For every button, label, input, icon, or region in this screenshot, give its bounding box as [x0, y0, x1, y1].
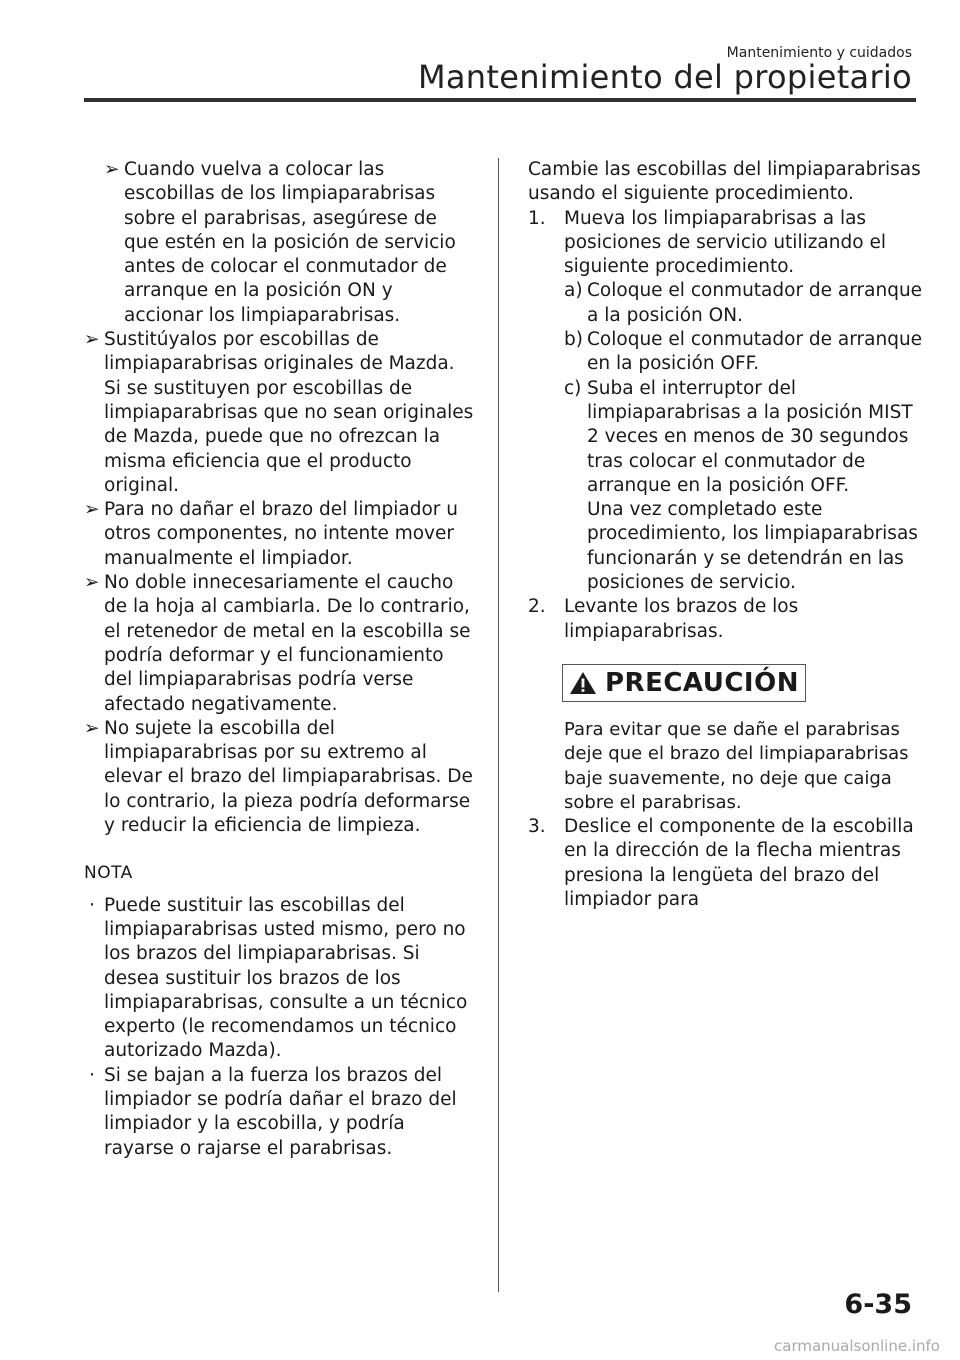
step-text: Deslice el componente de la escobilla en la dirección de la flecha mientras presiona la lengüeta del brazo del limpiador para: [564, 816, 914, 911]
arrow-bullet-icon: ➢: [84, 499, 100, 521]
bullet-text: Sustitúyalos por escobillas de limpiaparabrisas originales de Mazda. Si se sustituyen por escobillas de limpiaparabrisas que no sean originales de Mazda, puede que no ofrezcan la misma eficiencia que el producto original.: [104, 329, 474, 496]
procedure-substep: [528, 328, 928, 377]
bullet-text: Para no dañar el brazo del limpiador u otros componentes, no intente mover manualmente el limpiador.: [104, 499, 458, 569]
step-number: 1.: [528, 207, 546, 229]
nota-item: [84, 894, 476, 1064]
bullet-text: Cuando vuelva a colocar las escobillas de los limpiaparabrisas sobre el parabrisas, asegúrese de que estén en la posición de servicio antes de colocar el conmutador de arranque en la posición ON y accionar los limpiaparabrisas.: [124, 159, 456, 326]
bullet-text: No sujete la escobilla del limpiaparabrisas por su extremo al elevar el brazo del limpiaparabrisas. De lo contrario, la pieza podría deformarse y reducir la eficiencia de limpieza.: [104, 717, 473, 837]
procedure-substep: [528, 279, 928, 328]
procedure-intro: Cambie las escobillas del limpiaparabrisas usando el siguiente procedimiento.: [528, 159, 921, 205]
caution-banner: [562, 664, 806, 702]
nota-item: [84, 1064, 476, 1161]
arrow-bullet-icon: ➢: [104, 159, 120, 180]
warning-bullet: [84, 571, 476, 717]
caution-label: PRECAUCIÓN: [605, 667, 799, 698]
page-title: Mantenimiento del propietario: [417, 58, 912, 96]
nota-text: Puede sustituir las escobillas del limpiaparabrisas usted mismo, pero no los brazos del limpiaparabrisas. Si desea sustituir los brazos de los limpiaparabrisas, consulte a un técnico experto (le recomendamos un técnico autorizado Mazda).: [104, 894, 468, 1062]
substep-text: Coloque el conmutador de arranque a la posición ON.: [587, 280, 923, 326]
arrow-bullet-icon: ➢: [84, 572, 100, 594]
step-text: Mueva los limpiaparabrisas a las posiciones de servicio utilizando el siguiente procedimiento.: [564, 207, 886, 278]
warning-triangle-icon: [569, 671, 597, 695]
substep-note-text: Una vez completado este procedimiento, los limpiaparabrisas funcionarán y se detendrán en las posiciones de servicio.: [587, 499, 918, 594]
procedure-step: [528, 815, 928, 912]
step-text: Levante los brazos de los limpiaparabrisas.: [564, 596, 799, 642]
arrow-bullet-icon: ➢: [84, 329, 100, 351]
nota-text: Si se bajan a la fuerza los brazos del limpiador se podría dañar el brazo del limpiador y la escobilla, y podría rayarse o rajarse el parabrisas.: [104, 1064, 457, 1159]
dot-bullet-icon: ·: [89, 1064, 95, 1086]
section-subtitle: Mantenimiento y cuidados: [726, 45, 912, 61]
bullet-text: No doble innecesariamente el caucho de la hoja al cambiarla. De lo contrario, el retenedor de metal en la escobilla se podría deformar y el funcionamiento del limpiaparabrisas podría verse afectado negativamente.: [104, 572, 471, 715]
warning-bullet: [84, 717, 476, 838]
page-number: 6-35: [844, 1289, 912, 1320]
substep-note: [528, 498, 928, 595]
substep-label: c): [564, 377, 582, 399]
header-rule: [84, 98, 916, 102]
warning-bullet: [84, 328, 476, 498]
arrow-bullet-icon: ➢: [84, 717, 100, 739]
step-number: 2.: [528, 596, 546, 618]
nota-heading: NOTA: [84, 863, 133, 884]
caution-text: Para evitar que se dañe el parabrisas deje que el brazo del limpiaparabrisas baje suavemente, no deje que caiga sobre el parabrisas.: [564, 718, 909, 813]
warning-bullet: [104, 158, 476, 328]
column-divider: [498, 158, 499, 1292]
warning-bullet: [84, 498, 476, 571]
procedure-substep: [528, 377, 928, 498]
substep-text: Coloque el conmutador de arranque en la posición OFF.: [587, 329, 923, 375]
watermark: carmanualsonline.info: [774, 1337, 940, 1355]
substep-label: a): [564, 280, 583, 302]
dot-bullet-icon: ·: [89, 894, 95, 916]
procedure-step: [528, 595, 928, 644]
right-column: [528, 158, 928, 912]
procedure-step: [528, 207, 928, 280]
substep-text: Suba el interruptor del limpiaparabrisas a la posición MIST 2 veces en menos de 30 segundos tras colocar el conmutador de arranque en la posición OFF.: [587, 377, 913, 496]
left-column: [84, 158, 476, 1161]
substep-label: b): [564, 329, 583, 351]
step-number: 3.: [528, 816, 546, 838]
